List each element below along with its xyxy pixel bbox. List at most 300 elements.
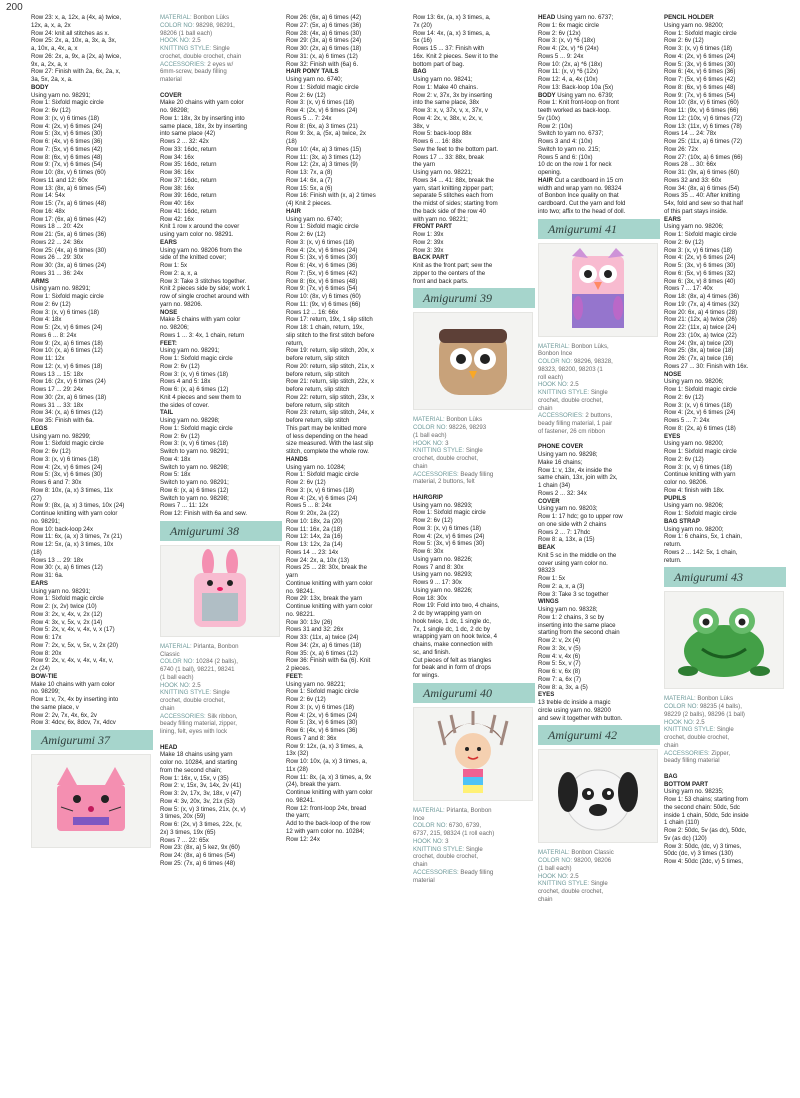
instruction-line: starting from the second chain xyxy=(538,629,620,637)
instruction-line: Continue knitting with yarn color xyxy=(31,510,118,517)
instruction-line: Row 1: 17 hdc; go to upper row xyxy=(538,513,623,520)
instruction-line: Rows 5 ... 9: 24x xyxy=(538,52,584,60)
instruction-line: Rows 18 ... 20: 42x xyxy=(31,223,84,231)
instruction-line: Continue knitting with yarn xyxy=(664,471,736,479)
instruction-line: Row 11: (9x, v) 6 times (66) xyxy=(286,300,361,308)
instruction-line: Row 10: (8x, v) 6 times (60) xyxy=(31,169,106,176)
instruction-line: Knit as the front part; sew the xyxy=(413,262,493,269)
instruction-line: 38x, v xyxy=(413,122,430,130)
material-line: of fastener, 26 cm ribbon xyxy=(538,427,606,435)
instruction-line: Row 19: return, slip stitch, 20x, x xyxy=(286,347,375,355)
instruction-line: Row 36: 16x xyxy=(160,169,194,176)
instruction-line: teeth worked as back-loop. xyxy=(538,107,611,114)
instruction-line: HEAD Using yarn no. 6737; xyxy=(538,14,614,21)
instruction-line: Rows 5 ... 7: 24x xyxy=(286,114,332,122)
instruction-line: Row 1: 2 chains, 3 sc by xyxy=(538,613,605,621)
instruction-line: Row 8: (6x, v) 6 times (48) xyxy=(31,153,103,161)
instruction-line: Row 6: 17x xyxy=(31,634,62,641)
instruction-line: Row 12: 24x xyxy=(286,835,320,843)
instruction-line: Row 2: 50dc, 5v (as dc), 50dc, xyxy=(664,827,747,834)
instruction-line: Rows 11 and 12: 60x xyxy=(31,176,88,184)
instruction-line: Row 17: (6x, a) 6 times (42) xyxy=(31,215,107,223)
material-line: KNITTING STYLE: Single xyxy=(160,45,230,52)
material-line: crochet, double crochet, xyxy=(160,697,226,704)
instruction-line: Row 13: (11x, v) 6 times (78) xyxy=(664,122,742,130)
instruction-line: Row 9: (7x, v) 6 times (54) xyxy=(664,91,736,99)
material-line: KNITTING STYLE: Single xyxy=(413,845,483,853)
instruction-line: Row 10: (x, a) 6 times (12) xyxy=(31,347,103,355)
instruction-line: Row 3: 39x xyxy=(413,246,444,254)
instruction-line: Rows 6 and 7: 30x xyxy=(31,479,82,486)
instruction-line: 7x (20) xyxy=(413,21,432,29)
section-heading: LEGS xyxy=(31,424,48,432)
instruction-line: Rows 2 ... 32: 42x xyxy=(160,138,209,145)
material-line: beady filling material xyxy=(664,757,720,765)
instruction-line: (18) xyxy=(31,548,42,556)
section-heading: FEET: xyxy=(286,672,303,680)
instruction-line: hook twice, 1 dc, 1 single dc, xyxy=(413,617,491,625)
instruction-line: Row 1: 39x xyxy=(413,231,444,238)
instruction-line: Rows 32 and 33: 60x xyxy=(664,176,722,184)
instruction-line: Row 5: (x, v) 3 times, 21x, (x, v) xyxy=(160,805,246,813)
instruction-line: Using yarn no. 6740; xyxy=(286,76,343,83)
instruction-line: Row 7: a, 6x (7) xyxy=(538,675,582,683)
instruction-line: Row 2: 6v (12) xyxy=(664,37,704,45)
instruction-line: Row 26: 2x, a, 9x, a (2x, a) twice, xyxy=(31,52,122,60)
instruction-line: Switch to yarn no. 98298; xyxy=(160,463,229,471)
section-heading: BAG xyxy=(664,772,678,780)
section-heading: ARMS xyxy=(31,277,49,285)
instruction-line: Row 12: (x, v) 6 times (18) xyxy=(31,362,103,370)
section-heading: NOSE xyxy=(664,370,682,378)
instruction-line: Switch to yarn no. 98291; xyxy=(160,479,229,486)
instruction-line: Row 28: (4x, a) 6 times (30) xyxy=(286,29,362,37)
instruction-line: size measured. With the last slip xyxy=(286,440,374,448)
section-heading: EARS xyxy=(160,238,177,246)
instruction-line: Row 1: Sixfold magic circle xyxy=(664,510,737,517)
instruction-line: Row 30: (3x, a) 6 times (24) xyxy=(31,262,107,269)
instruction-line: Rows 25 ... 28: 30x, break the xyxy=(286,564,367,572)
instruction-line: 2 pieces. xyxy=(286,665,311,672)
instruction-line: Rows 6 ... 8: 24x xyxy=(31,331,77,339)
instruction-line: Row 4: (2x, v) 6 times (24) xyxy=(31,463,103,471)
amigurumi-banner: Amigurumi 43 xyxy=(664,567,786,587)
section-heading: EYES xyxy=(664,432,681,440)
material-line: beady filling material, 1 pair xyxy=(538,420,613,427)
instruction-line: Row 2: v, 2x (4) xyxy=(538,637,581,644)
instruction-line: Row 5: 2x, v, 4x, v, 4x, v, x (17) xyxy=(31,626,115,634)
instruction-line: for beak and in form of drops xyxy=(413,664,491,672)
instruction-line: Rows 2 ... 7: 17hdc xyxy=(538,528,591,536)
instruction-line: Row 13: Back-loop 10a (5x) xyxy=(538,83,614,91)
instruction-line: Row 6: (4x, v) 6 times (36) xyxy=(664,68,736,76)
instruction-line: Using yarn no. 98291; xyxy=(31,587,91,595)
amigurumi-banner: Amigurumi 39 xyxy=(413,288,535,308)
material-line: COLOR NO: 10284 (2 balls), xyxy=(160,658,238,666)
instruction-line: Using yarn no. 6740; xyxy=(286,215,343,223)
material-line: MATERIAL: Pirlanta, Bonbon xyxy=(413,806,492,814)
instruction-line: Using yarn no. 98241; xyxy=(413,76,473,83)
material-line: MATERIAL: Bonbon Lüks xyxy=(413,416,482,424)
instruction-line: Row 31: (9x, a) 6 times (60) xyxy=(664,169,740,176)
instruction-line: no. 98241. xyxy=(286,796,315,804)
instruction-line: Row 6: 30x xyxy=(413,548,444,555)
section-heading: PUPILS xyxy=(664,494,687,502)
photo-dog-face-case xyxy=(538,749,658,843)
instruction-line: Row 11: 6x, (a, x) 3 times, 7x (21) xyxy=(31,533,122,541)
instruction-line: Row 2: 2v, 7x, 4x, 6x, 2v xyxy=(31,711,97,719)
material-line: İnce xyxy=(413,814,425,822)
instruction-line: Row 16: Finish with (x, a) 2 times xyxy=(286,192,376,200)
material-line: crochet, double crochet, xyxy=(538,888,604,895)
instruction-line: 1 chain (110) xyxy=(664,819,700,827)
instruction-line: Row 5: (2x, v) 6 times (24) xyxy=(31,324,103,331)
instruction-line: Row 23: (10x, a) twice (22) xyxy=(664,331,737,339)
instruction-line: Rows 5 ... 8: 24x xyxy=(286,502,332,510)
instruction-line: 2 dc by wrapping yarn on xyxy=(413,610,482,617)
instruction-line: Row 27: (10x, a) 6 times (66) xyxy=(664,153,743,161)
instruction-line: and sew it together with button. xyxy=(538,714,623,722)
instruction-line: Row 5: (3x, v) 6 times (30) xyxy=(664,60,736,68)
instruction-line: Row 34: (2x, a) 6 times (18) xyxy=(286,641,362,649)
instruction-line: Row 41: 16dc, return xyxy=(160,207,217,215)
instruction-line: Using yarn no. 98221; xyxy=(286,680,346,688)
instruction-line: Row 30: 13v (26) xyxy=(286,618,333,626)
material-line: KNITTING STYLE: Single xyxy=(664,726,734,734)
instruction-line: Row 8: 10x, (a, x) 3 times, 11x xyxy=(31,486,113,494)
instruction-line: Row 2: v, 37x, 3x by inserting xyxy=(413,91,493,99)
instruction-line: Row 2: 6v (12) xyxy=(286,479,326,486)
material-line: crochet, double crochet, xyxy=(664,734,730,741)
instruction-line: Row 35: Finish with 6a. xyxy=(31,417,94,424)
instruction-line: Rows 34 ... 41: 88x, break the xyxy=(413,176,494,184)
material-line: HOOK NO: 2.5 xyxy=(664,718,705,726)
instruction-line: Using yarn no. 98206 from the xyxy=(160,246,242,254)
instruction-line: 2x) 3 times, 19x (65) xyxy=(160,828,216,836)
instruction-line: Using yarn no. 98206; xyxy=(664,378,724,386)
material-line: HOOK NO: 2.5 xyxy=(160,681,201,689)
photo-green-frog-bag xyxy=(664,591,784,689)
instruction-line: width and wrap yarn no. 98324 xyxy=(538,184,622,192)
instruction-line: Row 8: 20x xyxy=(31,649,62,657)
instruction-line: Row 1: Sixfold magic circle xyxy=(664,386,737,393)
instruction-line: Row 9: 12x, (a, x) 3 times, a, xyxy=(286,742,364,750)
instruction-line xyxy=(538,436,660,444)
instruction-line: Row 25: (7x, a) 6 times (48) xyxy=(160,859,236,867)
instruction-line: Row 24: (9x, a) twice (20) xyxy=(664,339,734,347)
instruction-line: sc, and finish. xyxy=(413,648,451,656)
instruction-line: Row 25: (11x, a) 6 times (72) xyxy=(664,138,743,145)
instruction-line: Using yarn no. 98235; xyxy=(664,788,724,796)
material-line: COLOR NO: 6730, 6739, xyxy=(413,822,482,830)
instruction-line: Row 2: 6v (12) xyxy=(31,448,71,455)
material-line: crochet, double crochet, xyxy=(413,853,479,861)
photo-pink-bunny-bag xyxy=(160,545,280,637)
column-3 xyxy=(286,14,408,843)
column-6 xyxy=(664,14,786,866)
instruction-line: Row 10: 18x, 2a (20) xyxy=(286,517,343,525)
instruction-line: Row 23: x, a, 12x, a (4x, a) twice, xyxy=(31,14,122,21)
instruction-line: color no. 10284, and starting xyxy=(160,759,238,766)
instruction-line: Row 34: (x, a) 6 times (12) xyxy=(31,409,103,417)
instruction-line: Row 2: v, 15x, 3v, 14x, 2v (41) xyxy=(160,782,242,790)
instruction-line: the second chain: 50dc, 5dc xyxy=(664,803,740,811)
instruction-line: yarn no. 98206. xyxy=(160,300,203,308)
instruction-line: Continue knitting with yarn color xyxy=(286,603,373,610)
instruction-line: Rows 7 and 8: 36x xyxy=(286,734,337,742)
instruction-line: Row 18: (8x, a) 4 times (36) xyxy=(664,293,740,300)
instruction-line: into same place (42) xyxy=(160,130,216,138)
material-line: (1 ball each) xyxy=(413,431,447,439)
instruction-line: stitch, complete the whole row. xyxy=(286,448,369,455)
instruction-line: Row 26: (7x, a) twice (16) xyxy=(664,355,734,362)
instruction-line: before return, slip stitch xyxy=(286,417,350,424)
column-2 xyxy=(160,14,282,868)
instruction-line: 5v (as dc) (120) xyxy=(664,834,707,842)
material-line: (1 ball each) xyxy=(538,864,572,872)
instruction-line: (4) Knit 2 pieces. xyxy=(286,200,332,207)
instruction-line: Row 1: 5x xyxy=(538,575,566,582)
instruction-line: Row 34: 16x xyxy=(160,153,194,161)
instruction-line: for wings. xyxy=(413,672,440,679)
instruction-line: Row 4: 18x xyxy=(31,316,62,324)
instruction-line: Row 3: 2v, 17x, 3v, 18x, v (47) xyxy=(160,790,242,797)
material-line: crochet, double crochet, xyxy=(538,396,604,404)
material-line: ACCESSORIES: Beady filling xyxy=(413,470,494,478)
section-heading: BEAK xyxy=(538,544,556,551)
material-line: HOOK NO: 2.5 xyxy=(538,872,579,880)
instruction-line: Rows 3 and 4: (10x) xyxy=(538,138,593,145)
instruction-line: Continue knitting with yarn color xyxy=(286,579,373,587)
material-line: Bonbon İnce xyxy=(538,350,573,358)
instruction-line: Row 5: 5x, v (7) xyxy=(538,660,581,668)
material-line: chain xyxy=(664,741,679,749)
instruction-line: Row 5: (3x, v) 6 times (30) xyxy=(664,262,736,269)
instruction-line: Row 1: Sixfold magic circle xyxy=(286,471,359,479)
instruction-line: Row 10: 10x, (a, x) 3 times, a, xyxy=(286,758,367,765)
material-line: material xyxy=(160,76,182,83)
section-heading: HANDS xyxy=(286,455,308,463)
instruction-line: Rows 26 ... 29: 30x xyxy=(31,254,84,262)
instruction-line: Row 1: Sixfold magic circle xyxy=(31,595,104,603)
instruction-line: Row 24: knit all stitches as x. xyxy=(31,29,110,37)
instruction-line: Row 1: Make 40 chains. xyxy=(413,83,479,91)
instruction-line: Row 1: Sixfold magic circle xyxy=(286,688,359,696)
instruction-line: Row 18: 30x xyxy=(413,594,447,602)
instruction-line: (24), break the yarn. xyxy=(286,781,341,789)
instruction-line: Row 12: (10x, v) 6 times (72) xyxy=(664,114,743,122)
instruction-line: (27) xyxy=(31,494,42,502)
instruction-line: same chain, 13x, join with 2x, xyxy=(538,474,618,482)
instruction-line: Row 31: (x, a) 6 times (12) xyxy=(286,52,358,60)
instruction-line: Row 1: Sixfold magic circle xyxy=(31,293,104,300)
material-line: HOOK NO: 2.5 xyxy=(538,381,579,389)
instruction-line: return. xyxy=(664,541,682,548)
section-heading: EARS xyxy=(664,215,681,223)
instruction-line: 1 chain (34) xyxy=(538,482,571,489)
instruction-line: Row 10: back-loop 24x xyxy=(31,525,93,533)
section-heading: FEET: xyxy=(160,339,177,347)
instruction-line: Row 3: (x, v) 6 times (18) xyxy=(664,45,733,52)
instruction-line: Using yarn no. 98206; xyxy=(664,223,724,231)
instruction-line: Row 9: (7x, v) 6 times (54) xyxy=(286,285,358,293)
instruction-line: 3 times, 20x (59) xyxy=(160,813,206,821)
instruction-line: zipper to the centers of the xyxy=(413,269,486,277)
instruction-line: Row 5: (3x, v) 6 times (30) xyxy=(31,471,103,479)
instruction-line: Row 6: (x, a) 6 times (12) xyxy=(160,486,229,494)
instruction-line: Using yarn no. 98200; xyxy=(664,21,724,29)
instruction-line: Using yarn no. 98221; xyxy=(413,169,473,176)
instruction-line: Row 11: 16x, 2a (18) xyxy=(286,525,343,533)
photo-pink-cat-bag xyxy=(31,754,151,848)
section-heading: HAIRGRIP xyxy=(413,493,443,501)
instruction-line: Row 14: 4x, (a, x) 3 times, a, xyxy=(413,29,491,37)
instruction-line: no. 98241. xyxy=(286,587,315,595)
material-line: HOOK NO: 2.5 xyxy=(160,37,201,45)
material-line: ACCESSORIES: 2 buttons, xyxy=(538,412,613,420)
instruction-line: 11x (28) xyxy=(286,765,308,773)
instruction-line: Rows 2 ... 142: 5x, 1 chain, xyxy=(664,548,738,556)
instruction-line: Using yarn no. 98203; xyxy=(538,505,598,513)
instruction-line: opening. xyxy=(538,169,562,176)
instruction-line: Row 11: 12x xyxy=(31,355,65,362)
instruction-line: Row 16: (2x, v) 6 times (24) xyxy=(31,378,106,386)
instruction-line: Row 2: 6v (12) xyxy=(664,455,704,463)
instruction-line: Row 3: (x, v) 6 times (18) xyxy=(31,114,100,122)
material-line: ACCESSORIES: Beady filling xyxy=(413,868,494,876)
instruction-line: Rows 14 ... 23: 14x xyxy=(286,548,339,556)
instruction-line: HAIR Cut a cardboard in 15 cm xyxy=(538,176,624,184)
instruction-line: Row 3: (x, v) 6 times (18) xyxy=(413,524,482,532)
section-heading: EARS xyxy=(31,579,48,587)
instruction-line: Row 2: 6v (12) xyxy=(286,696,326,703)
material-line: chain xyxy=(413,861,428,868)
instruction-line: Row 9: (2x, a) 6 times (18) xyxy=(31,339,103,347)
material-line: COLOR NO: 98200, 98206 xyxy=(538,857,612,864)
instruction-line: Row 30: (2x, a) 6 times (18) xyxy=(31,393,107,401)
material-line: HOOK NO: 3 xyxy=(413,439,449,447)
section-heading: HAIR xyxy=(286,207,301,215)
instruction-line: Using yarn no. 98293; xyxy=(413,501,473,509)
instruction-line: same place, 18x, 3x by inserting xyxy=(160,122,248,130)
instruction-line: Row 3: (x, v) 6 times (18) xyxy=(31,455,100,463)
instruction-line: Row 7: (5x, v) 6 times (42) xyxy=(664,76,736,83)
instruction-line: Row 6: (5x, v) 6 times (32) xyxy=(664,269,736,277)
instruction-line: of less depending on the head xyxy=(286,432,368,440)
instruction-line: Row 7: 2x, v, 5x, v, 5x, v, 2x (20) xyxy=(31,641,119,649)
column-4 xyxy=(413,14,535,884)
instruction-line: Row 3: (x, v) 6 times (18) xyxy=(664,401,733,409)
section-heading: NOSE xyxy=(160,308,178,316)
instruction-line: Row 2: 6v (12x) xyxy=(538,29,581,37)
instruction-line: Rows 7 ... 22: 65x xyxy=(160,836,209,844)
instruction-line: Row 21: (5x, a) 6 times (36) xyxy=(31,231,107,238)
material-line: crochet, double crochet, chain xyxy=(160,52,242,60)
instruction-line: Row 12: 5x, (a, x) 3 times, 10x xyxy=(31,541,114,548)
section-heading: BODY xyxy=(31,83,49,91)
instruction-line: front and back parts. xyxy=(413,277,469,285)
instruction-line: Row 1: v, 13x, 4x inside the xyxy=(538,466,613,474)
section-heading: EYES xyxy=(538,691,555,699)
photo-owl-phone-cover xyxy=(538,243,658,337)
instruction-line: Row 4: (2x, v) 6 times (24) xyxy=(413,532,485,540)
instruction-line: 54x, fold and sew so that half xyxy=(664,200,743,207)
instruction-line: Row 22: (11x, a) twice (24) xyxy=(664,324,737,331)
instruction-line: Row 1: Sixfold magic circle xyxy=(664,448,737,455)
material-line: material xyxy=(413,876,435,884)
section-heading: BOTTOM PART xyxy=(664,780,709,788)
instruction-line: Row 6: (4x, v) 6 times (36) xyxy=(31,138,103,145)
instruction-line: Row 30: (2x, a) 6 times (18) xyxy=(286,45,362,52)
instruction-line: Row 3: (x, v) 6 times (18) xyxy=(160,370,229,378)
instruction-line: inside 1 chain, 50dc, 5dc inside xyxy=(664,811,749,819)
instruction-line: Make 20 chains with yarn color xyxy=(160,99,244,107)
amigurumi-banner: Amigurumi 41 xyxy=(538,219,660,239)
amigurumi-banner: Amigurumi 37 xyxy=(31,730,153,750)
instruction-line: Row 4: 50dc (2dc, v) 5 times, xyxy=(664,858,743,865)
instruction-line: Row 4: 3x, v, 5x, v, 2x (14) xyxy=(31,618,103,626)
instruction-line: Row 27: (5x, a) 6 times (36) xyxy=(286,21,362,29)
instruction-line: Row 35: 16dc, return xyxy=(160,161,217,169)
material-line: KNITTING STYLE: Single xyxy=(538,389,608,396)
instruction-line: Row 9: 3x, a, (5x, a) twice, 2x xyxy=(286,130,366,138)
instruction-line: Switch to yarn no. 215; xyxy=(538,145,600,153)
instruction-line: Row 1: Knit front-loop on front xyxy=(538,99,619,107)
instruction-line: Row 2: (10x) xyxy=(538,122,573,130)
instruction-line: Row 29: (3x, a) 6 times (24) xyxy=(286,37,362,45)
instruction-line: Row 39: 16dc, return xyxy=(160,192,217,200)
instruction-line xyxy=(160,736,282,744)
instruction-line: Row 1: Sixfold magic circle xyxy=(664,29,737,37)
section-heading: HAIR PONY TAILS xyxy=(286,68,339,76)
material-line: COLOR NO: 98298, 98291, xyxy=(160,21,235,29)
instruction-line: Row 1: 6x magic circle xyxy=(538,21,599,29)
photo-doll-pencil-topper xyxy=(413,707,533,801)
section-heading: COVER xyxy=(160,91,182,99)
instruction-line: Row 13: (8x, a) 6 times (54) xyxy=(31,184,107,192)
column-1 xyxy=(31,14,153,854)
instruction-line: wrapping yarn on hook twice, 4 xyxy=(413,633,498,641)
instruction-line: Row 1: 5x xyxy=(160,262,188,269)
instruction-line: Rows 2 ... 32: 34x xyxy=(538,489,587,497)
instruction-line: Rows 31 ... 33: 18x xyxy=(31,401,84,409)
instruction-line: Rows 15 ... 37: Finish with xyxy=(413,45,485,52)
instruction-line: 98323 xyxy=(538,567,555,575)
instruction-line: 12 with yarn color no. 10284; xyxy=(286,827,365,835)
instruction-line: Row 21: return, slip stitch, 22x, x xyxy=(286,378,375,386)
instruction-line: of Bonbon İnce quality on that xyxy=(538,192,619,200)
instruction-line: Rows 7 and 8: 30x xyxy=(413,563,464,571)
instruction-line: Row 2: a, x, a xyxy=(160,269,198,277)
instruction-line: Using yarn no. 98226; xyxy=(413,555,473,563)
instruction-line: Rows 27 ... 30: Finish with 16x. xyxy=(664,362,749,370)
instruction-line: Rows 13 ... 15: 18x xyxy=(31,370,84,378)
instruction-line: Row 12: Finish with 6a and sew. xyxy=(160,510,248,517)
instruction-line: Row 2: 6v (12) xyxy=(160,432,200,440)
section-heading: BOW-TIE xyxy=(31,672,58,680)
instruction-line: 50dc (dc, v) 3 times (130) xyxy=(664,850,734,858)
instruction-line: Row 3: 50dc, (dc, v) 3 times, xyxy=(664,842,742,850)
instruction-line: Using yarn no. 98291; xyxy=(31,91,91,99)
instruction-line: Row 13: 7x, a (8) xyxy=(286,169,333,176)
instruction-line xyxy=(160,84,282,92)
instruction-line: Row 1: 53 chains; starting from xyxy=(664,796,748,803)
instruction-line: Using yarn no. 98226; xyxy=(413,586,473,594)
instruction-line: Row 3: 2x, v, 4x, v, 2x (12) xyxy=(31,610,103,618)
material-line: beady filling material, zipper, xyxy=(160,720,237,728)
instruction-line: Row 26: 72x xyxy=(664,145,698,153)
instruction-line: Row 8: (6x, a) 3 times (21) xyxy=(286,122,358,130)
